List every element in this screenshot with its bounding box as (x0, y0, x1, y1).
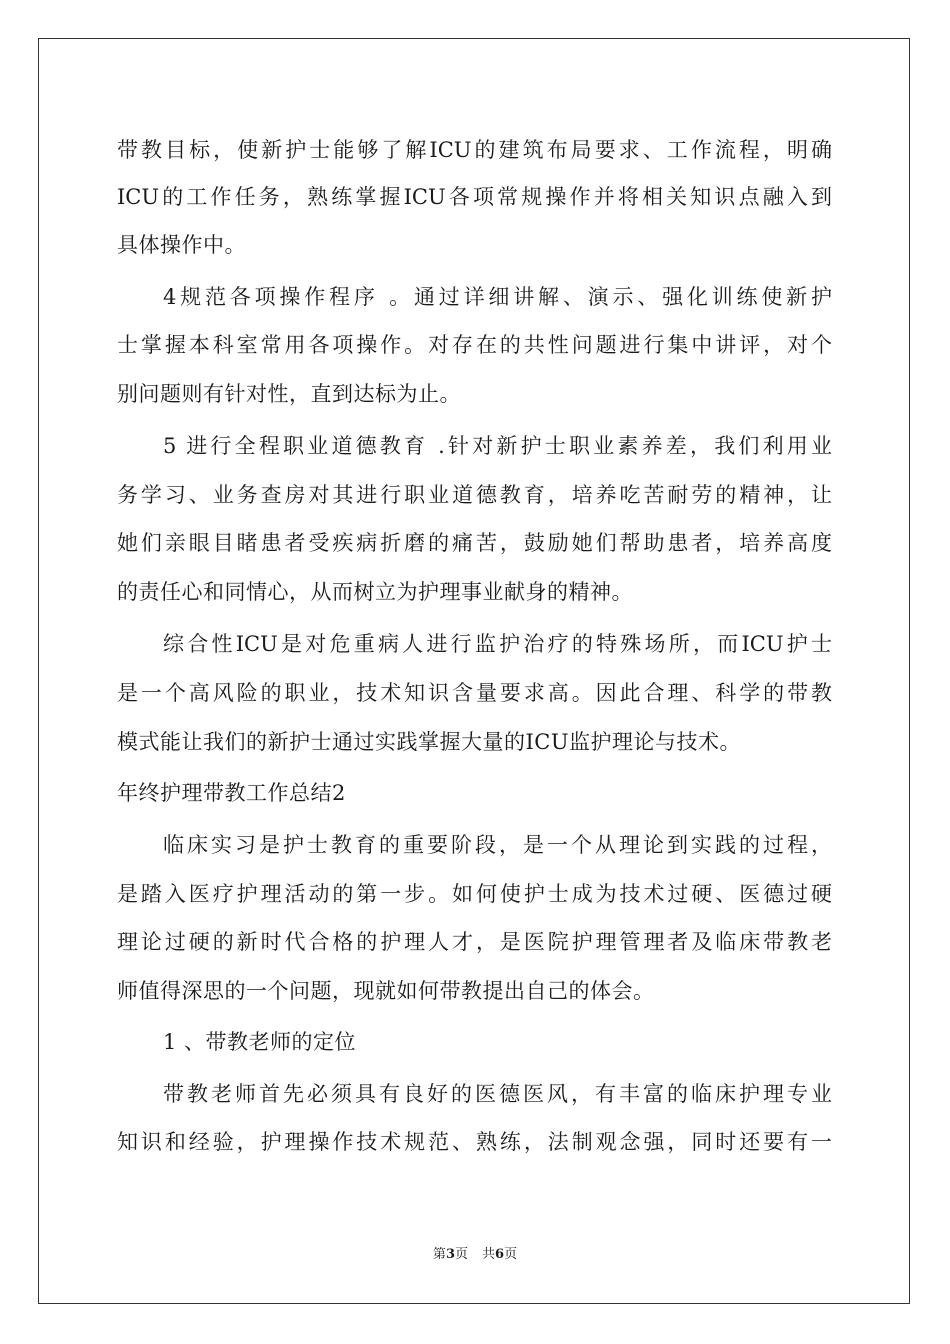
page-unit: 页 (454, 1247, 468, 1262)
body-text-line: 4规范各项操作程序 。通过详细讲解、演示、强化训练使新护 (163, 285, 832, 309)
body-text-line: 模式能让我们的新护士通过实践掌握大量的ICU监护理论与技术。 (117, 730, 742, 754)
body-text-line: ICU的工作任务，熟练掌握ICU各项常规操作并将相关知识点融入到 (117, 185, 832, 209)
page-prefix: 第 (432, 1247, 446, 1262)
subsection-heading: 1 、带教老师的定位 (163, 1030, 357, 1054)
body-text-line: 知识和经验，护理操作技术规范、熟练，法制观念强，同时还要有一 (117, 1130, 832, 1154)
body-text-line: 她们亲眼目睹患者受疾病折磨的痛苦，鼓励她们帮助患者，培养高度 (117, 531, 832, 555)
body-text-line: 5 进行全程职业道德教育 .针对新护士职业素养差，我们利用业 (163, 434, 832, 458)
body-text-line: 是踏入医疗护理活动的第一步。如何使护士成为技术过硬、医德过硬 (117, 882, 832, 906)
body-text-line: 士掌握本科室常用各项操作。对存在的共性问题进行集中讲评，对个 (117, 333, 832, 357)
total-unit: 页 (504, 1247, 518, 1262)
current-page-number: 3 (445, 1247, 455, 1262)
body-text-line: 带教老师首先必须具有良好的医德医风，有丰富的临床护理专业 (163, 1082, 832, 1106)
total-page-number: 6 (495, 1247, 505, 1262)
body-text-line: 临床实习是护士教育的重要阶段，是一个从理论到实践的过程， (163, 833, 832, 857)
page-footer (0, 1246, 950, 1264)
body-text-line: 是一个高风险的职业，技术知识含量要求高。因此合理、科学的带教 (117, 681, 832, 705)
body-text-line: 带教目标，使新护士能够了解ICU的建筑布局要求、工作流程，明确 (117, 138, 832, 162)
total-prefix: 共 (482, 1247, 496, 1262)
body-text-line: 综合性ICU是对危重病人进行监护治疗的特殊场所，而ICU护士 (163, 632, 832, 656)
body-text-line: 务学习、业务查房对其进行职业道德教育，培养吃苦耐劳的精神，让 (117, 483, 832, 507)
body-text-line: 别问题则有针对性，直到达标为止。 (117, 382, 461, 406)
page-border (38, 38, 910, 1304)
body-text-line: 的责任心和同情心，从而树立为护理事业献身的精神。 (117, 580, 633, 604)
body-text-line: 理论过硬的新时代合格的护理人才，是医院护理管理者及临床带教老 (117, 930, 832, 954)
section-heading: 年终护理带教工作总结2 (117, 781, 346, 805)
body-text-line: 师值得深思的一个问题，现就如何带教提出自己的体会。 (117, 979, 655, 1003)
body-text-line: 具体操作中。 (117, 233, 246, 257)
